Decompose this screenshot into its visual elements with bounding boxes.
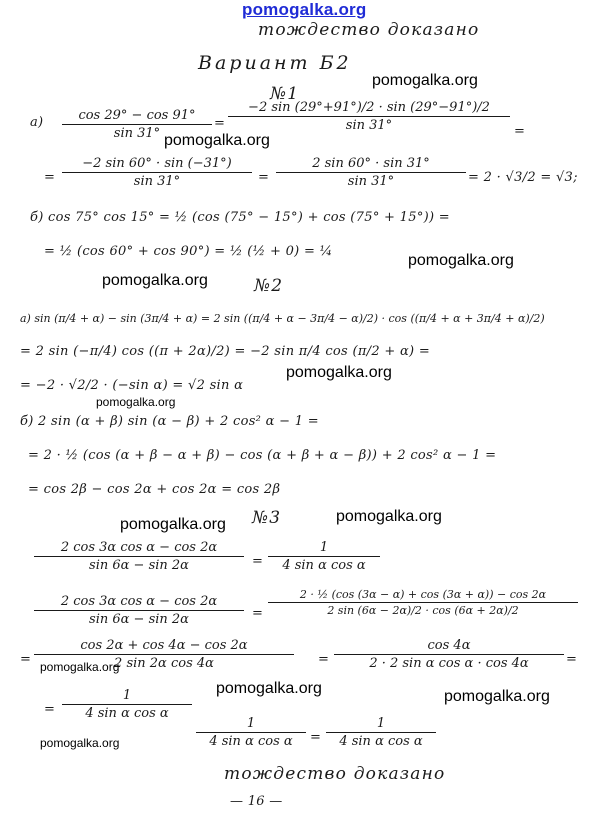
fraction-bar	[276, 172, 466, 173]
task3-step4-num: 1	[122, 688, 132, 703]
fraction-bar	[268, 556, 380, 557]
equals-sign: =	[566, 652, 578, 667]
equals-sign: =	[252, 554, 264, 569]
watermark: pomogalka.org	[372, 72, 478, 89]
fraction-bar	[62, 172, 252, 173]
page-number: — 16 —	[230, 794, 283, 809]
task3-step1-lhs-fraction	[34, 594, 244, 627]
task1a-step3-num: 2 sin 60° · sin 31°	[312, 156, 430, 171]
fraction-bar	[334, 654, 564, 655]
watermark: pomogalka.org	[336, 508, 442, 525]
task3-step1-rhs-num: 2 · ½ (cos (3α − α) + cos (3α + α)) − cos 2α	[299, 588, 547, 601]
task2a-line1: а) sin (π/4 + α) − sin (3π/4 + α) = 2 sin ((π/4 + α − 3π/4 − α)/2) · cos ((π/4 + α + 3π/4 + α)/2)	[20, 312, 545, 325]
task3-step1-lhs-num: 2 cos 3α cos α − cos 2α	[60, 594, 218, 609]
fraction-bar	[34, 654, 294, 655]
task3-rhs-fraction	[268, 540, 380, 573]
fraction-bar	[196, 732, 306, 733]
watermark: pomogalka.org	[164, 132, 270, 149]
task3-step4-den: 4 sin α cos α	[85, 706, 169, 721]
equals-sign: =	[252, 606, 264, 621]
task3-number: №3	[252, 508, 282, 528]
task3-final-lhs-den: 4 sin α cos α	[209, 734, 293, 749]
watermark: pomogalka.org	[286, 364, 392, 381]
task1a-step3-den: sin 31°	[347, 174, 395, 189]
task2a-line2: = 2 sin (−π/4) cos ((π + 2α)/2) = −2 sin π/4 cos (π/2 + α) =	[20, 344, 431, 359]
task3-rhs-den: 4 sin α cos α	[282, 558, 366, 573]
equals-sign: =	[514, 124, 526, 139]
task1a-lhs-num: cos 29° − cos 91°	[78, 108, 196, 123]
task1-number: №1	[270, 84, 300, 104]
task1a-step1-num: −2 sin (29°+91°)/2 · sin (29°−91°)/2	[248, 100, 490, 115]
task2a-line3: = −2 · √2/2 · (−sin α) = √2 sin α	[20, 378, 244, 393]
task3-final-lhs-fraction	[196, 716, 306, 749]
task2b-line3: = cos 2β − cos 2α + cos 2α = cos 2β	[28, 482, 281, 497]
task1b-line2: = ½ (cos 60° + cos 90°) = ½ (½ + 0) = ¼	[44, 244, 333, 259]
equals-sign: =	[44, 702, 56, 717]
task3-step3-fraction	[334, 638, 564, 671]
fraction-bar	[62, 704, 192, 705]
fraction-bar	[228, 116, 510, 117]
task3-step1-rhs-fraction	[268, 588, 578, 617]
task2b-line1: б) 2 sin (α + β) sin (α − β) + 2 cos² α − 1 =	[20, 414, 319, 429]
equals-sign: =	[258, 170, 270, 185]
equals-sign: =	[310, 730, 322, 745]
task1b-line1: б) cos 75° cos 15° = ½ (cos (75° − 15°) + cos (75° + 15°)) =	[30, 210, 450, 225]
fraction-bar	[62, 124, 212, 125]
task3-final-rhs-fraction	[326, 716, 436, 749]
watermark: pomogalka.org	[408, 252, 514, 269]
proven-bottom-text: тождество доказано	[224, 764, 446, 784]
watermark: pomogalka.org	[102, 272, 208, 289]
task2b-line2: = 2 · ½ (cos (α + β − α + β) − cos (α + β + α − β)) + 2 cos² α − 1 =	[28, 448, 497, 463]
equals-sign: =	[318, 652, 330, 667]
watermark: pomogalka.org	[96, 395, 176, 409]
task3-final-lhs-num: 1	[246, 716, 256, 731]
fraction-bar	[34, 610, 244, 611]
watermark: pomogalka.org	[444, 688, 550, 705]
task1a-step2-den: sin 31°	[133, 174, 181, 189]
task1a-result: = 2 · √3/2 = √3;	[468, 170, 578, 185]
watermark: pomogalka.org	[120, 516, 226, 533]
watermark: pomogalka.org	[216, 680, 322, 697]
task3-lhs-num: 2 cos 3α cos α − cos 2α	[60, 540, 218, 555]
variant-title: Вариант Б2	[198, 52, 352, 74]
task3-step4-fraction	[62, 688, 192, 721]
equals-sign: =	[20, 652, 32, 667]
task1a-step2-fraction	[62, 156, 252, 189]
task3-lhs-fraction	[34, 540, 244, 573]
task3-final-rhs-den: 4 sin α cos α	[339, 734, 423, 749]
task3-step2-den: 2 sin 2α cos 4α	[114, 656, 214, 671]
task3-step2-num: cos 2α + cos 4α − cos 2α	[80, 638, 248, 653]
task3-final-rhs-num: 1	[376, 716, 386, 731]
task3-step3-den: 2 · 2 sin α cos α · cos 4α	[369, 656, 529, 671]
fraction-bar	[34, 556, 244, 557]
proven-top-text: тождество доказано	[258, 20, 480, 40]
task3-step1-lhs-den: sin 6α − sin 2α	[89, 612, 189, 627]
watermark: pomogalka.org	[40, 660, 120, 674]
task3-rhs-num: 1	[319, 540, 329, 555]
equals-sign: =	[214, 116, 226, 131]
task2-number: №2	[254, 276, 284, 296]
fraction-bar	[326, 732, 436, 733]
task1a-step3-fraction	[276, 156, 466, 189]
top-watermark-link[interactable]: pomogalka.org	[242, 0, 367, 19]
task1a-lhs-den: sin 31°	[113, 126, 161, 141]
watermark: pomogalka.org	[40, 736, 120, 750]
equals-sign: =	[44, 170, 56, 185]
task3-step3-num: cos 4α	[427, 638, 471, 653]
fraction-bar	[268, 602, 578, 603]
task1a-label: а)	[30, 115, 44, 130]
task3-step1-rhs-den: 2 sin (6α − 2α)/2 · cos (6α + 2α)/2	[327, 604, 519, 617]
task3-lhs-den: sin 6α − sin 2α	[89, 558, 189, 573]
task1a-step1-fraction	[228, 100, 510, 133]
task1a-step2-num: −2 sin 60° · sin (−31°)	[82, 156, 232, 171]
task1a-step1-den: sin 31°	[345, 118, 393, 133]
